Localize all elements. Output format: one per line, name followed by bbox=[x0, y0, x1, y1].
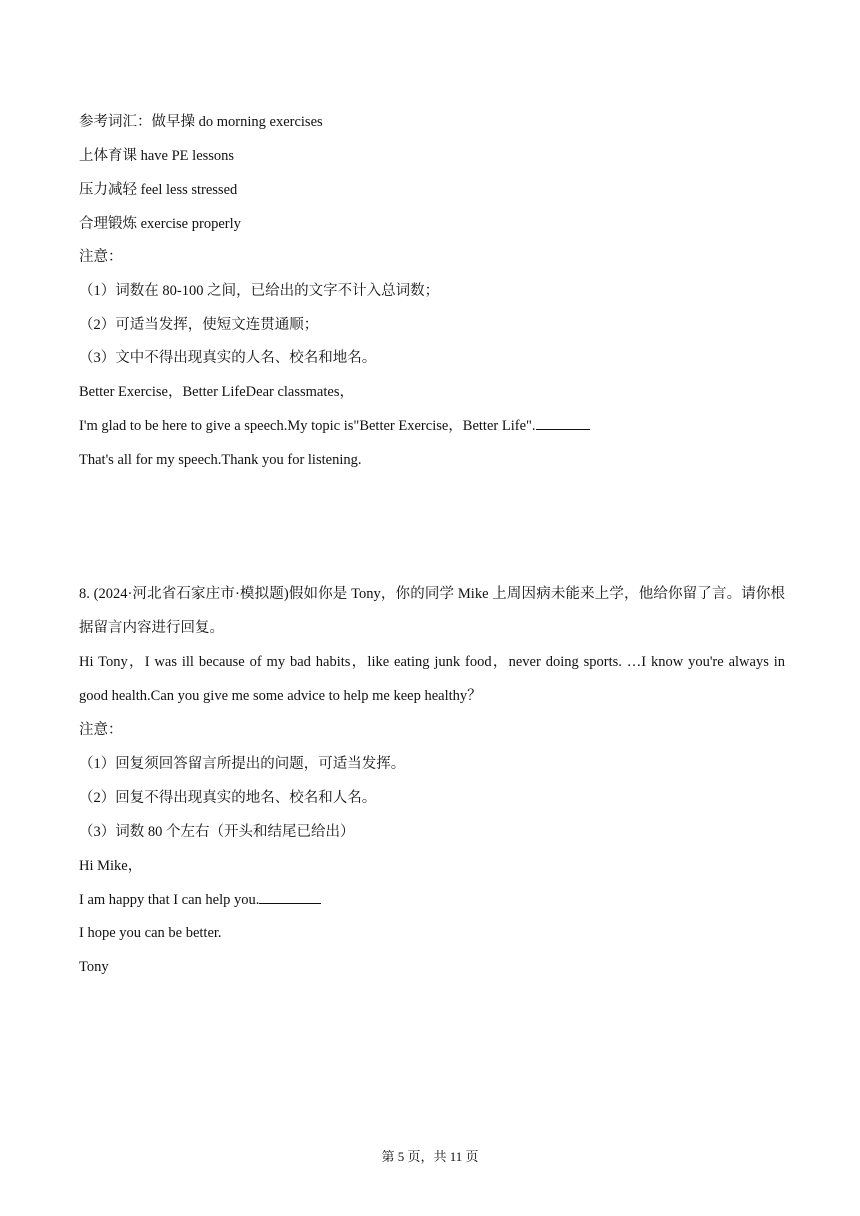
question8-note-names: （2）回复不得出现真实的地名、校名和人名。 bbox=[79, 790, 377, 806]
note-coherence: （2）可适当发挥，使短文连贯通顺； bbox=[79, 317, 319, 333]
essay-opening-text: I'm glad to be here to give a speech.My topic is"Better Exercise，Better Life". bbox=[79, 418, 536, 434]
essay-closing: That's all for my speech.Thank you for listening. bbox=[79, 452, 362, 468]
question8-notes-label: 注意： bbox=[79, 722, 123, 738]
essay-opening bbox=[79, 416, 590, 436]
reply-answer-blank bbox=[259, 891, 321, 904]
notes-label: 注意： bbox=[79, 249, 123, 265]
vocab-item-exercise-properly: 合理锻炼 exercise properly bbox=[79, 216, 241, 232]
question8-note-answer: （1）回复须回答留言所提出的问题，可适当发挥。 bbox=[79, 756, 406, 772]
answer-blank bbox=[536, 417, 590, 430]
question8-message: Hi Tony，I was ill because of my bad habits，like eating junk food，never doing sports. …I know you're always in good health.Can you give me some advice to help me keep healthy？ bbox=[79, 654, 785, 704]
note-word-count: （1）词数在 80-100 之间，已给出的文字不计入总词数； bbox=[79, 283, 440, 299]
reply-opening bbox=[79, 890, 321, 910]
vocab-item-less-stressed: 压力减轻 feel less stressed bbox=[79, 182, 238, 198]
note-no-real-names: （3）文中不得出现真实的人名、校名和地名。 bbox=[79, 350, 377, 366]
essay-title-line: Better Exercise，Better LifeDear classmates， bbox=[79, 384, 354, 400]
reply-greeting: Hi Mike， bbox=[79, 858, 143, 874]
page-footer: 第 5 页，共 11 页 bbox=[381, 1149, 479, 1164]
reply-closing: I hope you can be better. bbox=[79, 925, 222, 941]
reply-signature: Tony bbox=[79, 959, 109, 975]
vocab-item-pe-lessons: 上体育课 have PE lessons bbox=[79, 148, 235, 164]
question8-prompt: 8. (2024·河北省石家庄市·模拟题)假如你是 Tony，你的同学 Mike 上周因病未能来上学，他给你留了言。请你根据留言内容进行回复。 bbox=[79, 586, 785, 636]
reply-opening-text: I am happy that I can help you. bbox=[79, 892, 260, 908]
question8-note-word-count: （3）词数 80 个左右（开头和结尾已给出） bbox=[79, 824, 355, 840]
vocab-intro: 参考词汇：做早操 do morning exercises bbox=[79, 114, 323, 130]
